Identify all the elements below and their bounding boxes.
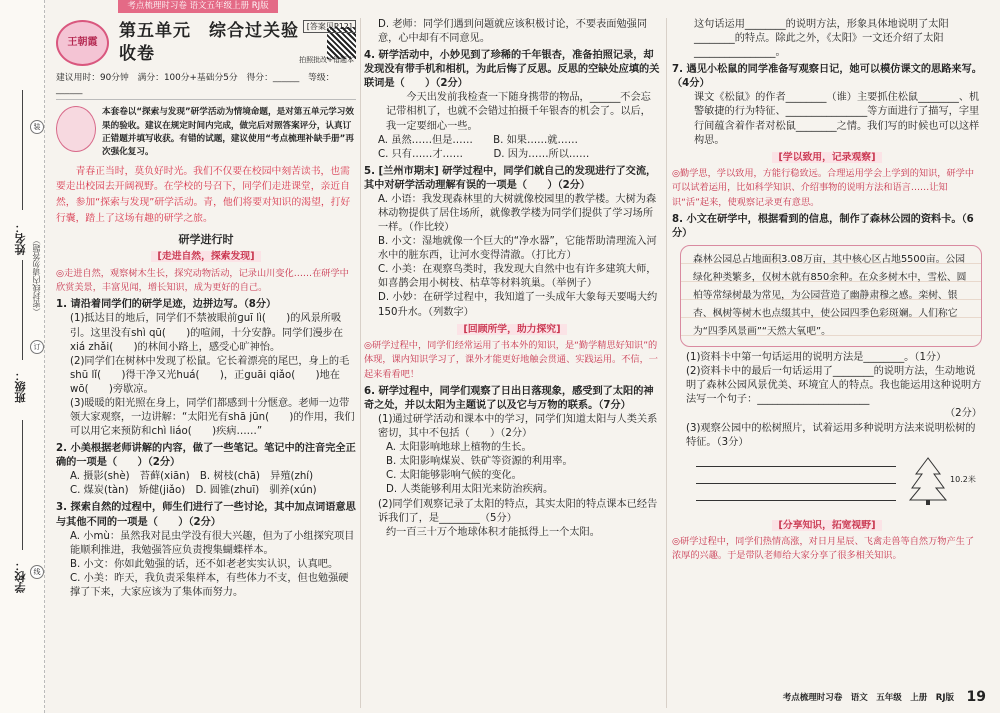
question-5-option: C. 小美：在观察鸟类时，我发现大自然中也有许多建筑大师，如喜鹊会用小树枝、枯草等材料筑巢。（举例子） [378, 264, 657, 290]
answer-line[interactable] [696, 450, 896, 467]
answer-area [672, 450, 982, 516]
class-line [22, 260, 23, 360]
seal-mark-3: 线 [30, 565, 44, 579]
question-6: 6. 研学过程中，同学们观察了日出日落现象，感受到了太阳的神奇之处，并以太阳为主题说了以及它与万物的联系。（7分） [364, 385, 654, 411]
name-label: 姓名： [14, 222, 27, 255]
brand-logo: 王朝霞 [56, 20, 109, 66]
class-label: 班级： [14, 370, 27, 403]
question-3-option: C. 小美：昨天，我负责采集样本，有些体力不支，但也勉强硬撑了下来，大家应该为了集体而努力。 [70, 572, 349, 598]
question-1-1: (1)抵达目的地后，同学们不禁被眼前ɡuī lì( )的风景所吸引。这里没有shì qū( )的喧闹，十分安静。同学们漫步在xiá zhǎi( )的林间小路上，感受心旷神怡。 [70, 313, 344, 353]
intro-box [56, 106, 356, 159]
column-2 [364, 18, 660, 540]
question-2-option: A. 摄影(shè) 苔藓(xiān) B. 树枝(chā) 异殖(zhí) [70, 471, 314, 483]
tree-height-label: 10.2米 [950, 474, 976, 484]
exam-title: 第五单元 综合过关验收卷 [119, 20, 299, 64]
question-6-2: (2)同学们观察记录了太阳的特点，其实太阳的特点课本已经告诉我们了，是________（5分） [378, 498, 658, 524]
column-1 [56, 18, 356, 600]
question-3: 3. 探索自然的过程中，师生们进行了一些讨论，其中加点词语意思与其他不同的一项是（ ）（2分） [56, 502, 356, 528]
question-4-option: C. 只有……才…… D. 因为……所以…… [378, 148, 590, 160]
school-line [22, 420, 23, 550]
top-banner: 考点梳理时习卷 语文五年级上册 RJ版 [118, 0, 278, 13]
intro-text: 本套卷以“探索与发现”研学活动为情境命题，是对第五单元学习效果的验收。建议在规定时间内完成，做完后对照答案评分，认真订正错题并填写收获。有错的试题，建议使用“考点梳理补缺手册”再次强化复习。 [102, 107, 354, 158]
question-8-3: (3)观察公园中的松树照片，试着运用多种说明方法来说明松树的特征。（3分） [686, 422, 976, 448]
answer-line[interactable] [696, 467, 896, 484]
question-3-option: D. 老师：同学们遇到问题就应该积极讨论，不要表面勉强同意，心中却有不同意见。 [378, 19, 648, 45]
question-6-option: D. 人类能够利用太阳光来防治疾病。 [386, 484, 554, 496]
question-1-3: (3)暖暖的阳光照在身上，同学们都感到十分惬意。老师一边带领大家观察，一边讲解：“太阳光有shā jūn( )的作用，我们可以用它来预防和chì liáo( )疾病……” [70, 397, 355, 438]
question-6-option: A. 太阳影响地球上植物的生长。 [386, 442, 532, 454]
seal-mark-2: 订 [30, 340, 44, 354]
question-4-option: A. 虽然……但是…… B. 如果……就…… [378, 134, 578, 146]
column-3 [672, 18, 982, 564]
seal-note: （密封线内请勿答题） [32, 236, 41, 316]
note-explore: ◎走进自然，观察树木生长，探究动物活动，记录山川变化……在研学中欣赏美景，丰富见闻，增长知识，成为更好的自己。 [56, 267, 349, 294]
question-5-option: D. 小妙：在研学过程中，我知道了一头成年大象每天要喝大约150升水。（列数字） [378, 292, 658, 318]
school-label: 学校： [14, 560, 27, 593]
page-number: 19 [966, 688, 986, 705]
column-divider-1 [360, 18, 361, 708]
question-8-1: (1)资料卡中第一句话运用的说明方法是________。（1分） [686, 352, 947, 364]
binding-margin [0, 0, 45, 713]
teacher-avatar-icon [56, 106, 96, 152]
question-1: 1. 请沿着同学们的研学足迹，边拼边写。（8分） [56, 299, 277, 311]
question-4: 4. 研学活动中，小妙见到了珍稀的千年银杏，准备拍照记录，却发现没有带手机和相机，为此后悔了反思。反思的空缺处应填的关联词是（ ）（2分） [364, 50, 660, 90]
intro-story: 青春正当时，莫负好时光。我们不仅要在校园中刻苦读书，也需要走出校园去开阔视野。在学校的号召下，同学们走进课堂，亲近自然，参加“探索与发现”研学活动。青，他们将要对知识的渴望，打好行囊，踏上了这场有趣的研学之旅。 [56, 165, 351, 224]
question-2-option: C. 煤炭(tàn) 矫健(jiǎo) D. 圆锥(zhuī) 驯养(xún) [70, 485, 317, 497]
question-6-quote: 约一百三十万个地球体积才能抵得上一个太阳。 [386, 526, 600, 538]
note-share: ◎研学过程中，同学们热情高涨，对日月星辰、飞禽走兽等自然万物产生了浓厚的兴趣。于是带队老师给大家分享了很多相关知识。 [672, 536, 975, 562]
column-divider-2 [666, 18, 667, 708]
question-2: 2. 小美根据老师讲解的内容，做了一些笔记。笔记中的注音完全正确的一项是（ ）（2分） [56, 443, 356, 469]
seal-mark-1: 装 [30, 120, 44, 134]
question-5: 5. [兰州市期末] 研学过程中，同学们就自己的发现进行了交流，其中对研学活动理解有误的一项是（ ）（2分） [364, 165, 657, 191]
footer-info: 考点梳理时习卷 语文 五年级 上册 RJ版 [782, 693, 954, 704]
question-6-1: (1)通过研学活动和课本中的学习，同学们知道太阳与人类关系密切，其中不包括（ ）（2分） [378, 414, 658, 440]
exam-meta: 建议用时：90分钟 满分：100分+基础分5分 得分：______ 等级：______ [56, 72, 356, 100]
pine-tree-icon [908, 456, 948, 506]
answer-reference: [答案见P12] [303, 20, 356, 33]
question-1-2: (2)同学们在树林中发现了松鼠。它长着漂亮的尾巴，身上的毛shū lǐ( )得干净又光huá( )，正guāi qiǎo( )地在wō( )旁歇凉。 [70, 355, 350, 395]
question-8-2-score: （2分） [944, 408, 982, 420]
section-title: 研学进行时 [178, 233, 234, 247]
question-5-option: A. 小语：我发现森林里的大树就像校园里的教学楼。大树为森林动物提供了居住场所，就像教学楼为同学们提供了学习场所一样。（作比较） [378, 193, 657, 234]
question-7-passage: 课文《松鼠》的作者________（谁）主要抓住松鼠________、机警敏捷的行为特征、________________等方面进行了描写，字里行间蕴含着作者对松鼠________之情。我们写的时候也可以这样构思。 [694, 92, 980, 146]
question-8-2: (2)资料卡中的最后一句话运用了________的说明方法，生动地说明了森林公园风景优美、环境宜人的特点。我也能运用这种说明方法写一个句子：______________________ [686, 366, 982, 406]
question-3-option: A. 小mù：虽然我对昆虫学没有很大兴趣，但为了小组探究项目能顺利推进，我勉强答应负责搜集蝴蝶样本。 [70, 530, 355, 556]
question-7: 7. 遇见小松鼠的同学准备写观察日记，她可以模仿课文的思路来写。（4分） [672, 64, 982, 90]
question-4-passage: 今天出发前我检查一下随身携带的物品，______不会忘记带相机了，也就不会错过拍摄千年银杏的机会了。以后，我一定要细心一些。 [386, 92, 651, 132]
question-6-continued: 这句话运用________的说明方法，形象具体地说明了太阳________的特点。除此之外，《太阳》一文还介绍了太阳________________。 [694, 19, 949, 59]
qr-caption: 拍照批改+错题本 [299, 56, 354, 64]
question-6-option: B. 太阳影响煤炭、铁矿等资源的利用率。 [386, 456, 573, 468]
name-line [22, 90, 23, 210]
question-5-option: B. 小文：湿地就像一个巨大的“净水器”，它能帮助清理流入河水中的脏东西，让河水变得清澈。（打比方） [378, 236, 657, 262]
info-card: 森林公园总占地面积3.08万亩，其中核心区占地5500亩。公园绿化种类繁多，仅树木就有850余种。在众多树木中，雪松、圆柏等常绿树最为常见，为公园营造了幽静肃穆之感。栾树、银杏、枫树等树木也点缀其中，使公园四季色彩斑斓。人们称它为“四季风景画”“天然大氧吧”。 [680, 245, 982, 347]
banner-share: [分享知识，拓宽视野] [672, 519, 982, 533]
note-apply: ◎勤学思，学以致用，方能行稳致远。合理运用学会上学到的知识，研学中可以试着运用，比如科学知识、介绍事物的说明方法和语言……让知识“活”起来，使观察记录更有意思。 [672, 168, 975, 208]
question-8: 8. 小文在研学中，根据看到的信息，制作了森林公园的资料卡。（6分） [672, 213, 974, 240]
banner-review: [回顾所学，助力探究] [364, 323, 660, 337]
note-review: ◎研学过程中，同学们经常运用了书本外的知识，是“勤学精思好知识”的体现，课内知识学习了，课外才能更好地触会贯通、实践运用。不信，一起来看看吧！ [364, 340, 658, 380]
banner-explore: [走进自然，探索发现] [56, 250, 356, 264]
question-3-option: B. 小文：你如此勉强的话，还不如老老实实认识，认真吧。 [70, 558, 339, 570]
banner-apply: [学以致用，记录观察] [672, 151, 982, 165]
question-6-option: C. 太阳能够影响气候的变化。 [386, 470, 522, 482]
answer-line[interactable] [696, 484, 896, 501]
